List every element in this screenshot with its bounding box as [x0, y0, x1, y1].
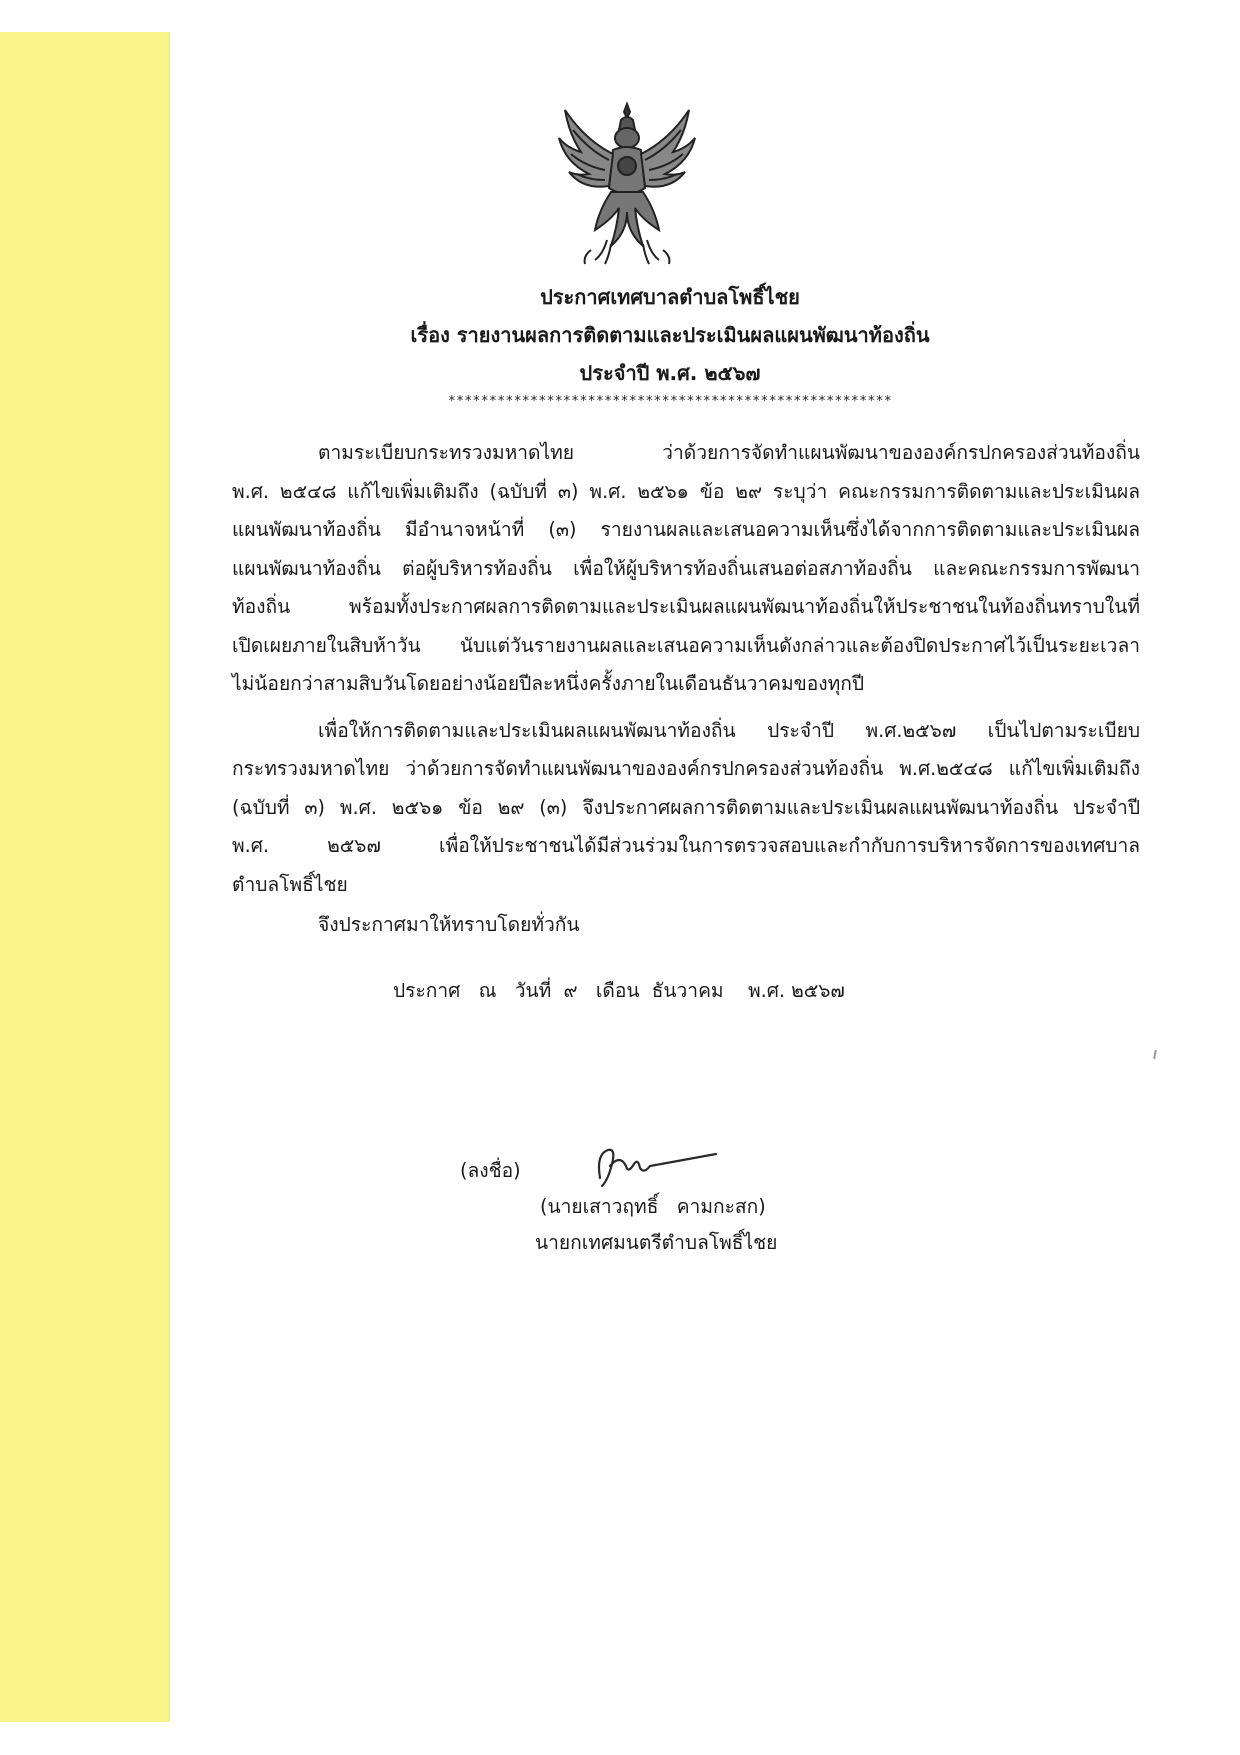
paragraph-1 [232, 434, 1140, 704]
announcement-date: ประกาศ ณ วันที่ ๙ เดือน ธันวาคม พ.ศ. ๒๕๖๗ [393, 979, 845, 1002]
paragraph-1-line: แผนพัฒนาท้องถิ่น มีอำนาจหน้าที่ (๓) รายงานผลและเสนอความเห็นซึ่งได้จากการติดตามและประเมินผล [232, 518, 1140, 541]
paragraph-1-line: ท้องถิ่น พร้อมทั้งประกาศผลการติดตามและประเมินผลแผนพัฒนาท้องถิ่นให้ประชาชนในท้องถิ่นทราบในที่ [232, 595, 1140, 618]
paragraph-1-line: ไม่น้อยกว่าสามสิบวันโดยอย่างน้อยปีละหนึ่งครั้งภายในเดือนธันวาคมของทุกปี [232, 672, 865, 695]
scan-speck [1153, 1050, 1157, 1059]
paragraph-2-line: เพื่อให้การติดตามและประเมินผลแผนพัฒนาท้องถิ่น ประจำปี พ.ศ.๒๕๖๗ เป็นไปตามระเบียบ [318, 718, 1140, 742]
document-body [232, 434, 1140, 912]
garuda-emblem-icon [555, 100, 700, 270]
paragraph-2 [232, 712, 1140, 905]
paragraph-1-line: พ.ศ. ๒๕๔๘ แก้ไขเพิ่มเติมถึง (ฉบับที่ ๓) พ.ศ. ๒๕๖๑ ข้อ ๒๙ ระบุว่า คณะกรรมการติดตามและประเมินผล [232, 479, 1140, 503]
issuer-title: ประกาศเทศบาลตำบลโพธิ์ไชย [540, 285, 800, 309]
paragraph-1-line: เปิดเผยภายในสิบห้าวัน นับแต่วันรายงานผลและเสนอความเห็นดังกล่าวและต้องปิดประกาศไว้เป็นระยะเวลา [232, 633, 1140, 657]
handwritten-signature-icon [590, 1140, 720, 1190]
paragraph-2-line: พ.ศ. ๒๕๖๗ เพื่อให้ประชาชนได้มีส่วนร่วมในการตรวจสอบและกำกับการบริหารจัดการของเทศบาล [232, 834, 1140, 857]
paragraph-1-line: แผนพัฒนาท้องถิ่น ต่อผู้บริหารท้องถิ่น เพื่อให้ผู้บริหารท้องถิ่นเสนอต่อสภาท้องถิ่น และคณะกรรมการพัฒนา [232, 556, 1140, 580]
paragraph-2-line: กระทรวงมหาดไทย ว่าด้วยการจัดทำแผนพัฒนาขององค์กรปกครองส่วนท้องถิ่น พ.ศ.๒๕๔๘ แก้ไขเพิ่มเติมถึง [232, 757, 1140, 780]
signer-position: นายกเทศมนตรีตำบลโพธิ์ไชย [535, 1231, 778, 1254]
subject-line: เรื่อง รายงานผลการติดตามและประเมินผลแผนพัฒนาท้องถิ่น [410, 323, 930, 347]
signer-name: (นายเสาวฤทธิ์ คามกะสก) [540, 1195, 766, 1218]
signature-label: (ลงชื่อ) [460, 1159, 521, 1182]
paragraph-2-line: ตำบลโพธิ์ไชย [232, 872, 348, 896]
header-separator: ****************************************************** [447, 394, 893, 409]
paragraph-1-line: ตามระเบียบกระทรวงมหาดไทย ว่าด้วยการจัดทำแผนพัฒนาขององค์กรปกครองส่วนท้องถิ่น [318, 441, 1140, 464]
closing-statement: จึงประกาศมาให้ทราบโดยทั่วกัน [318, 913, 580, 936]
yellow-margin-strip [0, 32, 168, 1722]
document-header [170, 278, 1170, 410]
paragraph-2-line: (ฉบับที่ ๓) พ.ศ. ๒๕๖๑ ข้อ ๒๙ (๓) จึงประกาศผลการติดตามและประเมินผลแผนพัฒนาท้องถิ่น ประจำปี [232, 795, 1140, 819]
fiscal-year-line: ประจำปี พ.ศ. ๒๕๖๗ [579, 361, 761, 385]
